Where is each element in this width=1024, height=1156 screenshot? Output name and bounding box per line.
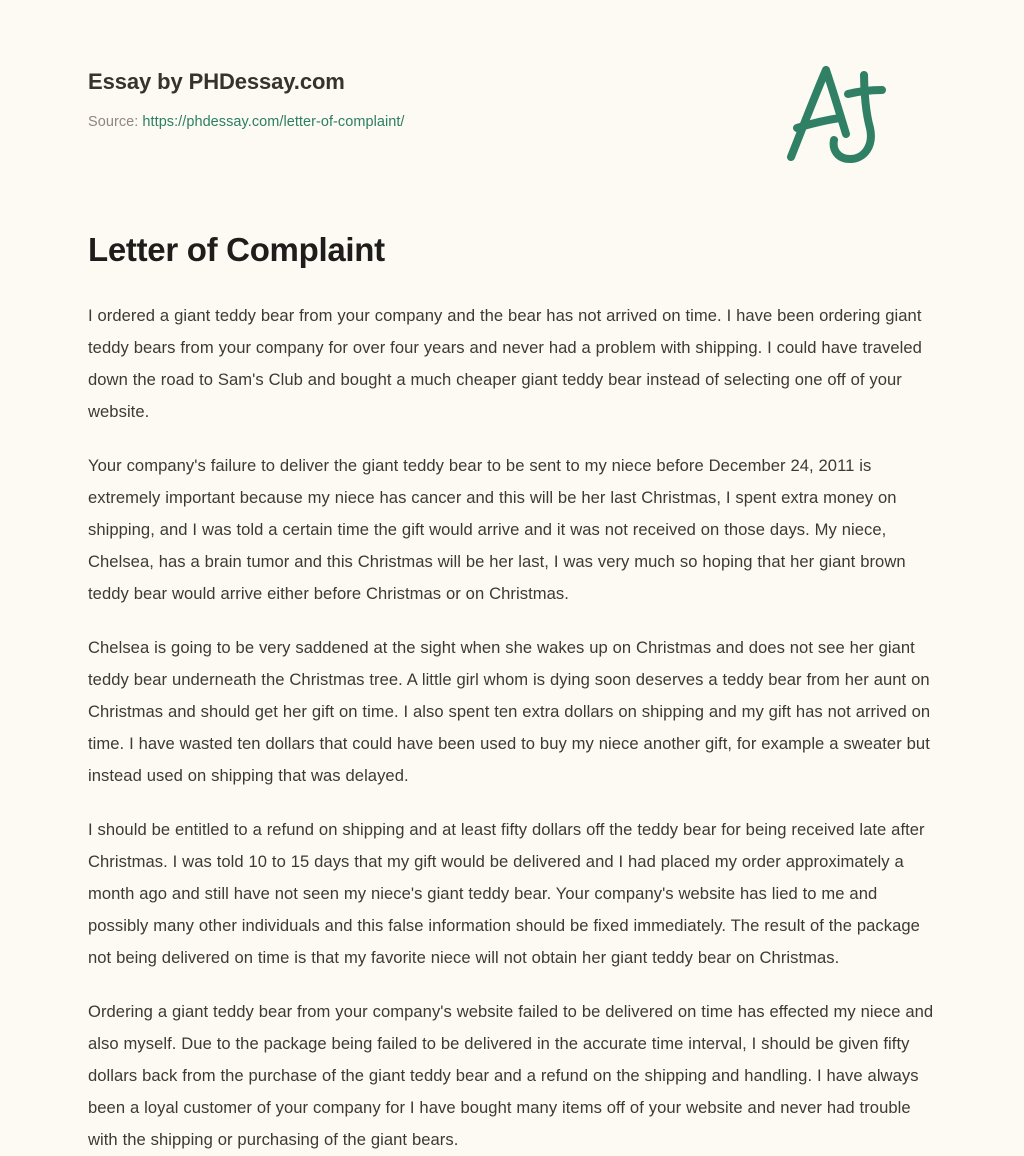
page-title: Letter of Complaint [88, 231, 385, 268]
paragraph: I should be entitled to a refund on shipping and at least fifty dollars off the teddy bear for being received late after Christmas. I was told 10 to 15 days that my gift would be delivered and I had placed my order approximately a month ago and still have not seen my niece's giant teddy bear. Your company's website has lied to me and possibly many other individuals and this false information should be fixed immediately. The result of the package not being delivered on time is that my favorite niece will not obtain her giant teddy bear on Christmas. [88, 819, 925, 967]
a-plus-logo-icon [778, 62, 898, 166]
paragraph: Chelsea is going to be very saddened at the sight when she wakes up on Christmas and does not see her giant teddy bear underneath the Christmas tree. A little girl whom is dying soon deserves a teddy bear from her aunt on Christmas and should get her gift on time. I also spent ten extra dollars on shipping and my gift has not arrived on time. I have wasted ten dollars that could have been used to buy my niece another gift, for example a sweater but instead used on shipping that was delayed. [88, 637, 931, 785]
essay-body [88, 270, 936, 1156]
paragraph: Ordering a giant teddy bear from your company's website failed to be delivered on time has effected my niece and also myself. Due to the package being failed to be delivered in the accurate time interval, I should be given fifty dollars back from the purchase of the giant teddy bear and a refund on the shipping and handling. I have always been a loyal customer of your company for I have bought many items off of your website and never had trouble with the shipping or purchasing of the giant bears. [88, 1001, 934, 1149]
source-label: Source: [88, 113, 139, 130]
a-plus-logo-glyph [778, 62, 898, 166]
paragraph: Your company's failure to deliver the giant teddy bear to be sent to my niece before December 24, 2011 is extremely important because my niece has cancer and this will be her last Christmas, I spent extra money on shipping, and I was told a certain time the gift would arrive and it was not received on those days. My niece, Chelsea, has a brain tumor and this Christmas will be her last, I was very much so hoping that her giant brown teddy bear would arrive either before Christmas or on Christmas. [88, 455, 906, 603]
paragraph: I ordered a giant teddy bear from your company and the bear has not arrived on time. I have been ordering giant teddy bears from your company for over four years and never had a problem with shipping. I could have traveled down the road to Sam's Club and bought a much cheaper giant teddy bear instead of selecting one off of your website. [88, 305, 922, 421]
source-url-link[interactable]: https://phdessay.com/letter-of-complaint/ [142, 113, 405, 130]
brand-title: Essay by PHDessay.com [88, 69, 345, 94]
page-header [88, 0, 936, 178]
